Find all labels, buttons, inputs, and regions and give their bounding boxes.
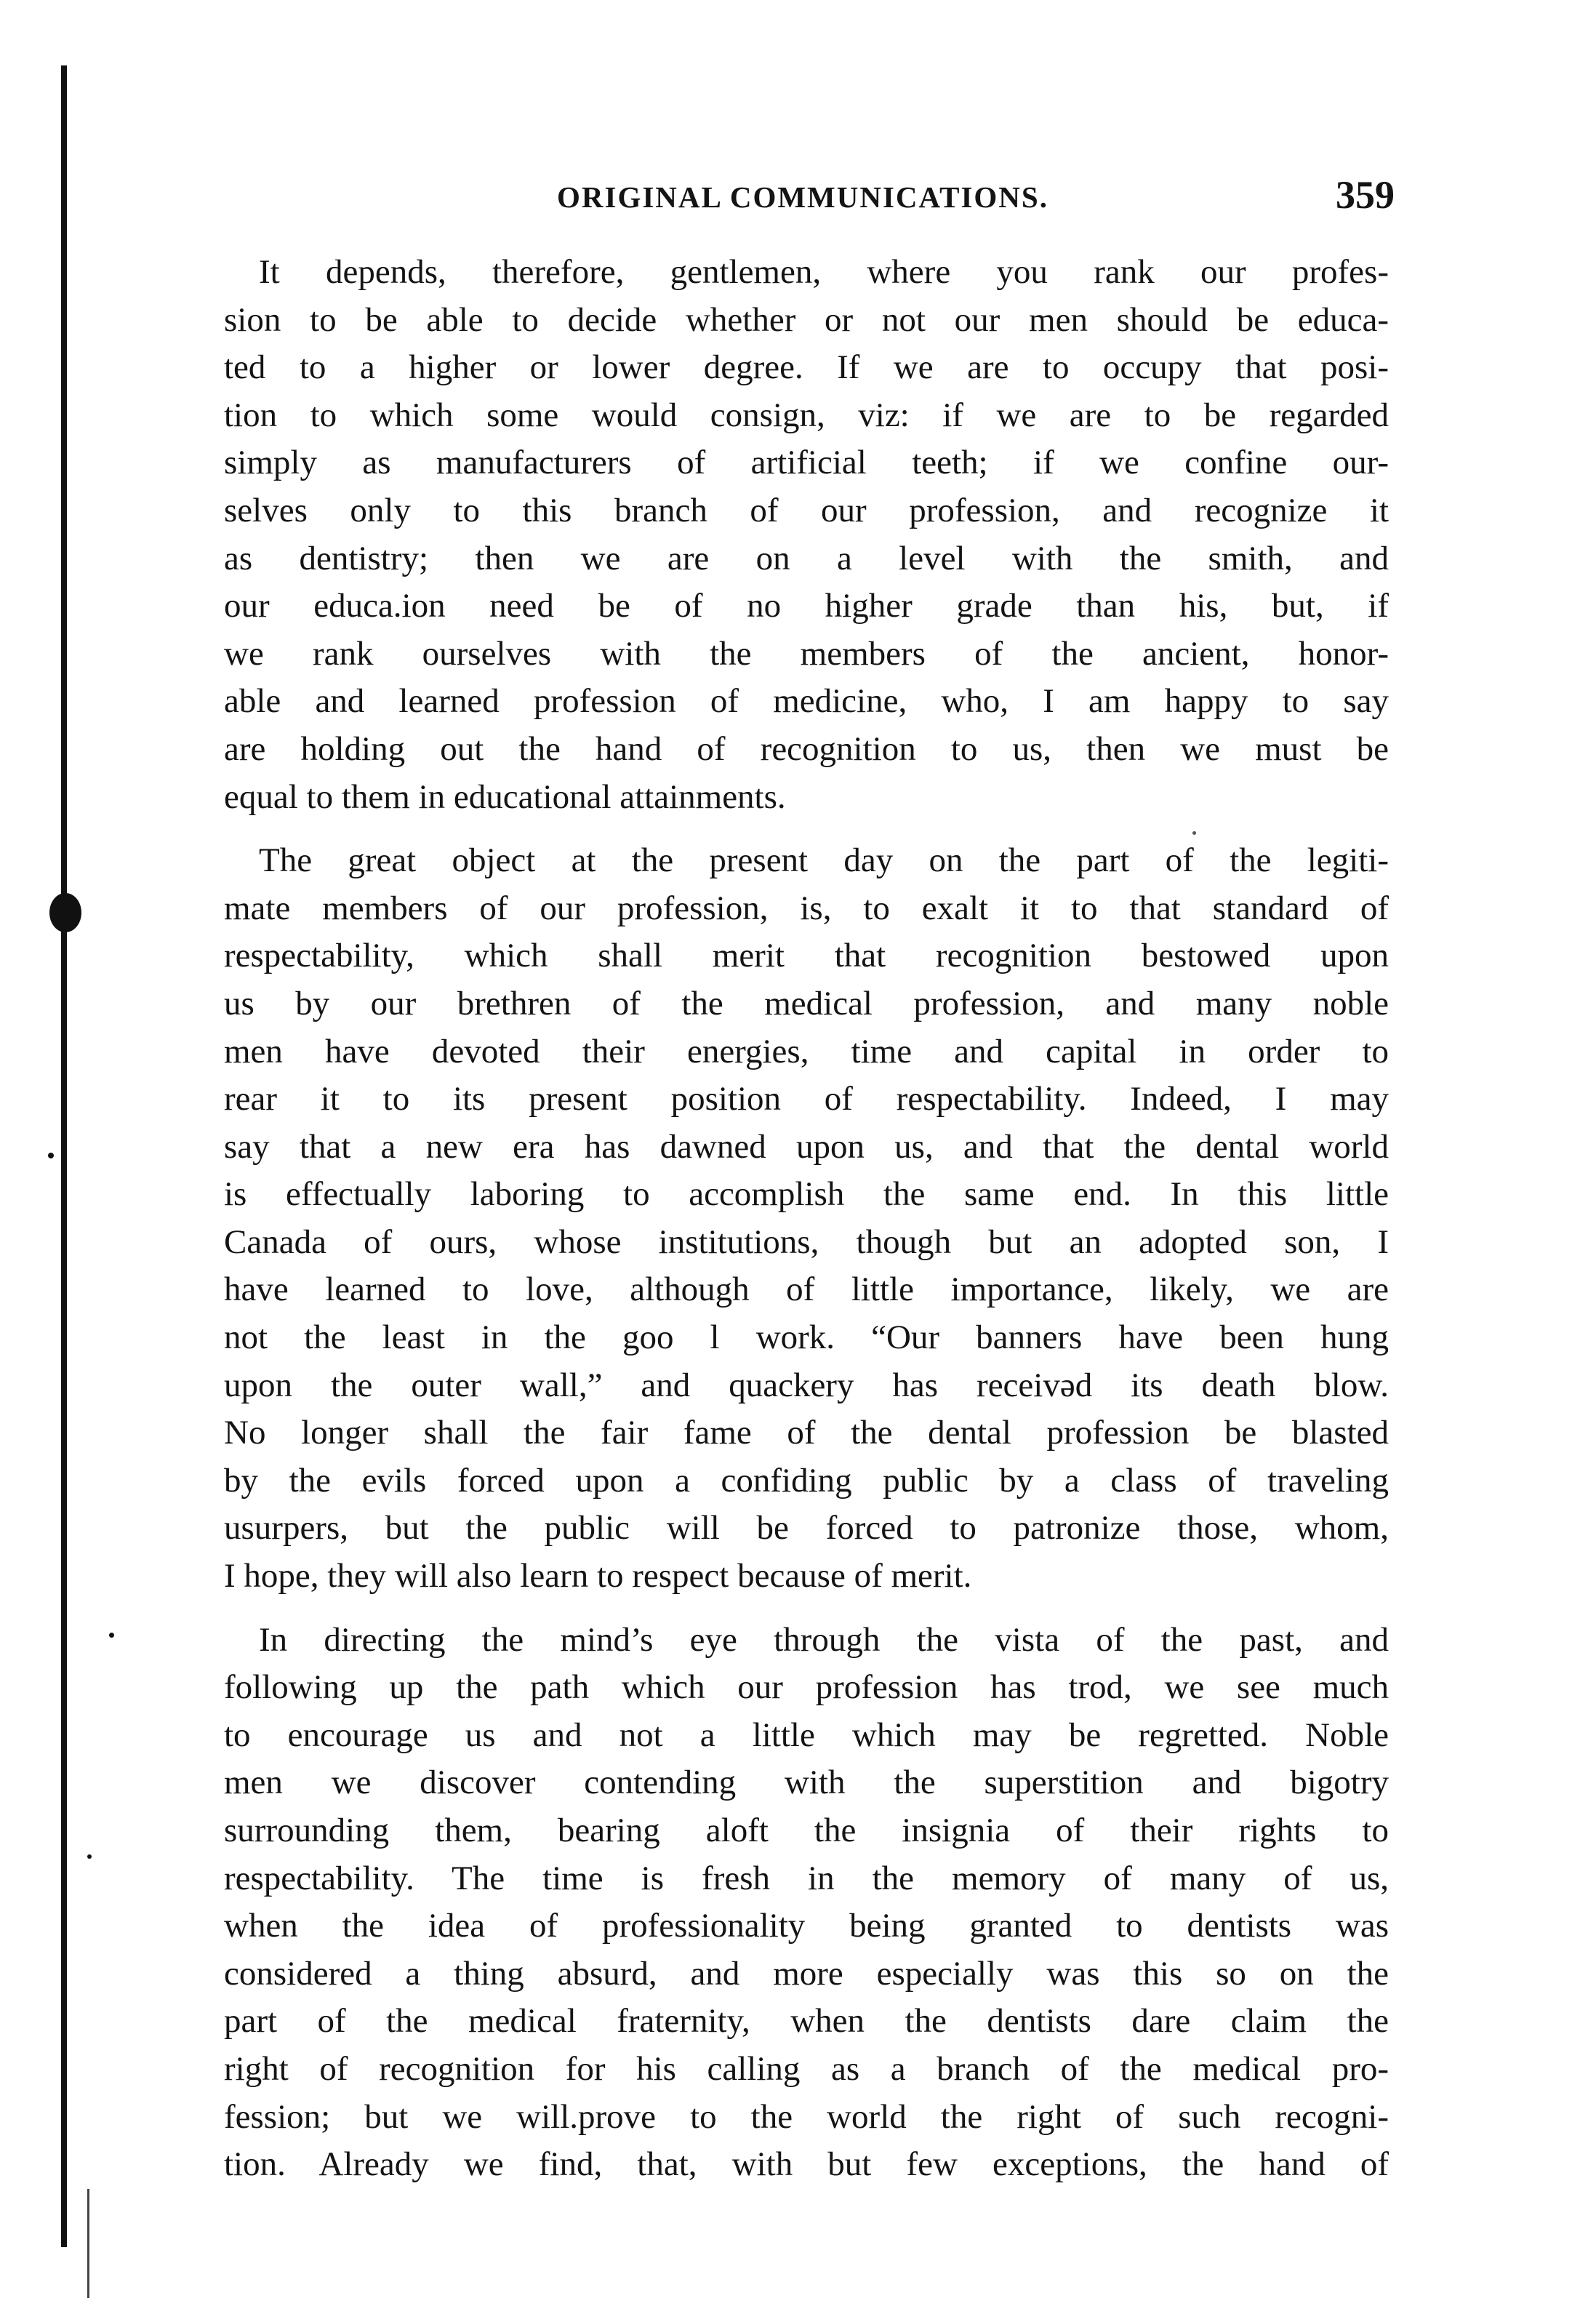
text-line: right of recognition for his calling as a branch of the medical pro- — [224, 2049, 1389, 2088]
text-line: Canada of ours, whose institutions, though but an adopted son, I — [224, 1222, 1389, 1261]
text-line: It depends, therefore, gentlemen, where you rank our profes- — [259, 253, 1389, 291]
text-line: usurpers, but the public will be forced to patronize those, whom, — [224, 1509, 1389, 1548]
text-line: have learned to love, although of little importance, likely, we are — [224, 1270, 1389, 1309]
text-line: men we discover contending with the superstition and bigotry — [224, 1763, 1389, 1802]
margin-ink-blot — [49, 893, 81, 932]
paragraph-3 — [224, 1617, 1389, 2189]
text-line: respectability, which shall merit that recognition bestowed upon — [224, 937, 1389, 975]
text-line: us by our brethren of the medical profession, and many noble — [224, 984, 1389, 1022]
text-line: rear it to its present position of respectability. Indeed, I may — [224, 1080, 1389, 1118]
text-line: men have devoted their energies, time and capital in order to — [224, 1032, 1389, 1070]
text-line: upon the outer wall,” and quackery has receivəd its death blow. — [224, 1366, 1389, 1404]
text-line: In directing the mind’s eye through the vista of the past, and — [259, 1620, 1389, 1659]
left-margin-rule — [61, 65, 67, 2247]
text-line: simply as manufacturers of artificial teeth; if we confine our- — [224, 444, 1389, 482]
margin-speck — [87, 1854, 92, 1859]
paragraph-1 — [224, 249, 1389, 821]
text-line: considered a thing absurd, and more especially was this so on the — [224, 1954, 1389, 1993]
text-line: tion to which some would consign, viz: if we are to be regarded — [224, 396, 1389, 434]
running-head-title: ORIGINAL COMMUNICATIONS. — [557, 180, 1048, 214]
text-line: are holding out the hand of recognition to us, then we must be — [224, 729, 1389, 768]
text-line: No longer shall the fair fame of the dental profession be blasted — [224, 1414, 1389, 1452]
text-line: by the evils forced upon a confiding public by a class of traveling — [224, 1461, 1389, 1500]
text-line: we rank ourselves with the members of the ancient, honor- — [224, 634, 1389, 673]
left-margin-rule-fade — [87, 2189, 89, 2298]
text-line: respectability. The time is fresh in the memory of many of us, — [224, 1859, 1389, 1897]
text-line: when the idea of professionality being granted to dentists was — [224, 1907, 1389, 1945]
text-line: surrounding them, bearing aloft the insignia of their rights to — [224, 1811, 1389, 1849]
text-line: part of the medical fraternity, when the dentists dare claim the — [224, 2002, 1389, 2041]
text-line: sion to be able to decide whether or not our men should be educa- — [224, 300, 1389, 339]
text-line: The great object at the present day on the part of the legiti- — [259, 841, 1389, 880]
text-line: I hope, they will also learn to respect because of merit. — [224, 1557, 972, 1596]
text-line: is effectually laboring to accomplish the same end. In this little — [224, 1175, 1389, 1214]
text-line: ted to a higher or lower degree. If we are to occupy that posi- — [224, 348, 1389, 387]
text-line: our educa.ion need be of no higher grade than his, but, if — [224, 587, 1389, 625]
text-line: say that a new era has dawned upon us, and that the dental world — [224, 1127, 1389, 1166]
text-line: able and learned profession of medicine, who, I am happy to say — [224, 682, 1389, 721]
margin-speck — [109, 1633, 114, 1638]
text-line: following up the path which our profession has trod, we see much — [224, 1668, 1389, 1707]
page-number: 359 — [1336, 173, 1395, 217]
text-line: tion. Already we find, that, with but few exceptions, the hand of — [224, 2145, 1389, 2184]
body-text — [224, 249, 1389, 2205]
text-line: as dentistry; then we are on a level with the smith, and — [224, 539, 1389, 577]
text-line: mate members of our profession, is, to exalt it to that standard of — [224, 889, 1389, 927]
paragraph-2 — [224, 837, 1389, 1601]
text-line: not the least in the goo l work. “Our banners have been hung — [224, 1318, 1389, 1357]
text-line: to encourage us and not a little which may be regretted. Noble — [224, 1716, 1389, 1754]
text-line: equal to them in educational attainments. — [224, 777, 786, 816]
text-line: selves only to this branch of our profession, and recognize it — [224, 491, 1389, 529]
text-line: fession; but we will.prove to the world the right of such recogni- — [224, 2097, 1389, 2136]
running-head — [225, 172, 1395, 223]
margin-speck — [48, 1153, 54, 1158]
